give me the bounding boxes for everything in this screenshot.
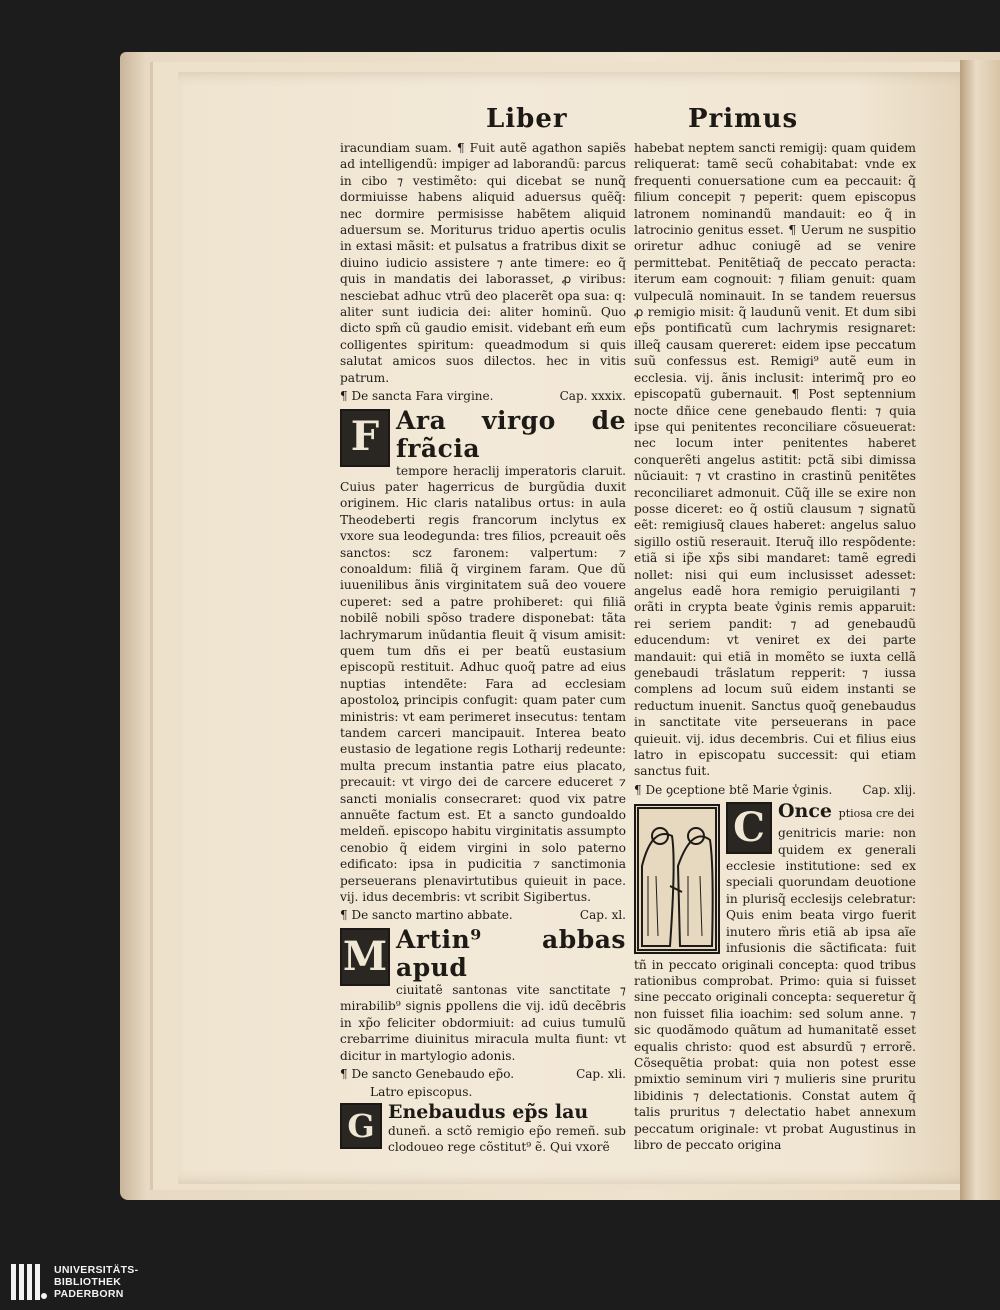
woodcut-figures-icon	[636, 806, 718, 952]
running-header-left: Liber	[486, 104, 568, 134]
decorated-initial: G	[340, 1103, 382, 1149]
paragraph: habebat neptem sancti remigij: quam quidem reliquerat: tamẽ secũ cohabitabat: vnde ex frequenti conuersatione cum ea peccauit: q̃ filium concepit ⁊ peperit: quem episcopus latronem nominandũ mandauit: eo q̃ in latrocinio genitus esset. ¶ Uerum ne suspitio oriretur adhuc coniugẽ ad se venire permittebat. Penitẽtiaq̃ de peccato peracta: iterum eam cognouit: ⁊ filiam genuit: quam vulpeculã nominauit. In se tandem reuersus ꝓ remigio misit: q̃ laudunũ venit. Et dum sibi ep̃s pontificatũ cum lachrymis resignaret: illeq̃ causam quereret: eidem ipse peccatum suũ confessus est. Remigi⁹ autẽ eum in ecclesia. vij. ãnis inclusit: interimq̃ pro eo episcopatũ gubernauit. ¶ Post septennium nocte dñice cene genebaudo flenti: ⁊ quia ipse qui penitentes reconciliare cõsueuerat: nec locum inter penitentes haberet conquerẽti angelus astitit: pctã sibi dimissa nũciauit: ⁊ vt crastino in crastinũ penitẽtes reconciliaret admonuit. Cũq̃ ille se exire non posse diceret: eo q̃ ostiũ clausum ⁊ signatũ eẽt: remigiusq̃ claues haberet: angelus saluo sigillo ostiũ reserauit. Iteruq̃ illo respõdente: etiã si ip̃e xp̃s sibi mandaret: tamẽ egredi nollet: nisi qui eum inclusisset adesset: angelus eadẽ hora remigio peruigilanti ⁊ orãti in crypta beate v̾ginis remis apparuit: rei seriem pandit: ⁊ ad genebaudũ educendum: vt veniret ex dei parte mandauit: qui etiã in momẽto se iuxta cellã genebaudi trãslatum repperit: ⁊ iussa complens ad locum suũ eidem instanti se reductum inuenit. Sanctus quoq̃ genebaudus in sanctitate vite perseuerans in pace quieuit. vij. idus decembris. Cui et filius eius latro in episcopatu successit: qui etiam sanctus fuit.	[634, 141, 916, 779]
rubric-chapter: Cap. xlij.	[862, 782, 916, 797]
chapter-rubric	[340, 388, 626, 404]
chapter-rubric	[340, 1066, 626, 1082]
incipit-heading: Enebaudus ep̃s lau	[388, 1100, 589, 1123]
left-column	[340, 140, 626, 1155]
rubric-title: ¶ De sancto Genebaudo ep̃o.	[340, 1066, 515, 1081]
logo-line: BIBLIOTHEK	[54, 1276, 122, 1288]
library-logo	[10, 1262, 150, 1308]
chapter-rubric	[340, 907, 626, 923]
chapter-rubric	[634, 782, 916, 798]
rubric-subtitle: Latro episcopus.	[370, 1085, 473, 1100]
paragraph: duneñ. a sctõ remigio ep̃o remeñ. sub clodoueo rege cõstitut⁹ ẽ. Qui vxorẽ	[388, 1123, 626, 1155]
paragraph: iracundiam suam. ¶ Fuit autẽ agathon sapiẽs ad intelligendũ: impiger ad laborandũ: parcus in cibo ⁊ vestimẽto: qui dicebat se nunq̃ dormiuisse habens aliquid aduersus quẽq̃: nec dormire permisisse habẽtem aliquid aduersum se. Moriturus triduo apertis oculis in extasi mãsit: et pulsatus a fratribus dixit se diuino iudicio assistere ⁊ ante timere: eo q̃ quis in mandatis dei laborasset, ꝓ viribus: nesciebat adhuc vtrũ deo placerẽt opa sua: q: aliter sunt iudicia dei: aliter hominũ. Quo dicto spm̃ cũ gaudio emisit. videbant em̃ eum colligentes spiritum: queadmodum si quis salutat amicos suos dilectos. hec in vitis patrum.	[340, 141, 626, 385]
rubric-chapter: Cap. xxxix.	[559, 389, 626, 404]
woodcut-illustration	[634, 804, 720, 954]
incipit-heading-word: Once	[778, 800, 833, 823]
rubric-title: ¶ De sancta Fara virgine.	[340, 389, 494, 404]
library-logo-icon	[10, 1262, 48, 1302]
book-gutter	[960, 60, 1000, 1200]
rubric-title: ¶ De sancto martino abbate.	[340, 908, 513, 923]
logo-line: PADERBORN	[54, 1288, 124, 1300]
decorated-initial: F	[340, 409, 390, 467]
logo-line: UNIVERSITÄTS-	[54, 1264, 139, 1276]
decorated-initial: M	[340, 928, 390, 986]
library-logo-text	[54, 1264, 138, 1300]
running-header-right: Primus	[688, 104, 799, 134]
paragraph: tempore heraclij imperatoris claruit. Cuius pater hagerricus de burgũdia duxit originem. Hic claris natalibus ortus: in aula Theodeberti regis francorum inclytus ex vxore sua leodegunda: tres filios, pcreauit oẽs sanctos: scz faronem: valpertum: ⁊ conoaldum: filiã q̃ virginem faram. Que dũ iuuenilibus ãnis virginitatem suã deo vouere cuperet: sed a patre prohiberet: qui filiã nobilẽ nobili spõso tradere disponebat: tãta lachrymarum inũdantia fleuit q̃ visum amisit: quem tum dñs ei per beatũ eustasium episcopũ restituit. Adhuc quoq̃ patre ad eius nuptias intendẽte: Fara ad ecclesiam apostoloꝝ principis confugit: quam pater cum ministris: vt eam perimeret insecutus: tentam tandem carceri mancipauit. Interea beato eustasio de legatione regis Lotharij redeunte: multa precum instantia patre eius placato, precauit: vt virgo dei de carcere educeret ⁊ sancti monialis consecraret: quod vix patre annuẽte factum est. Et a sancto gundoaldo meldeñ. episcopo habitu virginitatis assumpto cenobio q̃ eidem virgini in solo paterno edificato: ipsa in pudicitia ⁊ sanctimonia perseuerans plenavirtutibus quieuit in pace. vij. idus decembris: vt scribit Sigibertus.	[340, 463, 626, 905]
rubric-title: ¶ De ꝯceptione btẽ Marie v̾ginis.	[634, 782, 833, 797]
incipit-heading: Artin⁹ abbas apud	[396, 924, 626, 982]
right-column	[634, 140, 916, 1152]
paragraph: ciuitatẽ santonas vite sanctitate ⁊ mirabilib⁹ signis ꝑpollens die vij. idũ decẽbris in xp̃o feliciter obdormiuit: ad cuius tumulũ crebarrime diuinitus miracula multa fiunt: vt dicitur in martylogio adonis.	[340, 982, 626, 1063]
incipit-heading-small: ptiosa cre dei	[838, 807, 915, 821]
decorated-initial: C	[726, 802, 772, 854]
rubric-chapter: Cap. xl.	[579, 908, 626, 923]
incipit-heading: Ara virgo de frãcia	[396, 405, 626, 463]
rubric-chapter: Cap. xli.	[576, 1066, 626, 1081]
paragraph: genitricis marie: non quidem ex generali ecclesie institutione: sed ex speciali quorundam deuotione in plurisq̃ ecclesijs celebratur: Quis enim beata virgo fuerit inutero m̃ris etiã ab ipsa aĩe infusionis die sãctificata: fuit tñ in peccato originali concepta: quod tribus rationibus comprobat. Primo: quia si fuisset sine peccato originali concepta: sequeretur q̃ non fuisset filia ioachim: sed solum anne. ⁊ sic quodãmodo quãtum ad humanitatẽ esset equalis christo: quod est absurdũ ⁊ errorẽ. Cõsequẽtia probat: quia non potest esse pmixtio seminum viri ⁊ mulieris sine pruritu libidinis ⁊ delectationis. Constat autem q̃ talis pruritus ⁊ delectatio habet annexum peccatum originale: vt probat Augustinus in libro de peccato origina	[634, 826, 916, 1152]
